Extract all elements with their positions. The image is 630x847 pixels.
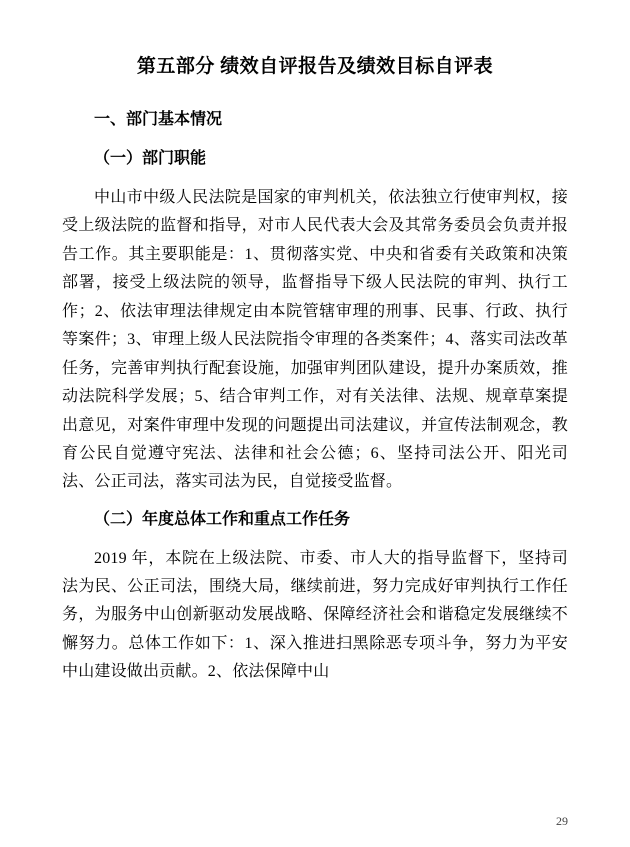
paragraph-annual-work-tasks: 2019 年，本院在上级法院、市委、市人大的指导监督下，坚持司法为民、公正司法，围绕大局，继续前进，努力完成好审判执行工作任务，为服务中山创新驱动发展战略、保障经济社会和谐稳定发展继续不懈努力。总体工作如下：1、深入推进扫黑除恶专项斗争，努力为平安中山建设做出贡献。2、依法保障中山 <box>62 549 568 681</box>
section-heading-department-overview: 一、部门基本情况 <box>94 110 223 128</box>
subsection-heading-annual-work-tasks: （二）年度总体工作和重点工作任务 <box>94 510 351 528</box>
page-title: 第五部分 绩效自评报告及绩效目标自评表 <box>136 56 494 77</box>
page-number: 29 <box>556 814 568 828</box>
paragraph-department-functions: 中山市中级人民法院是国家的审判机关，依法独立行使审判权，接受上级法院的监督和指导，对市人民代表大会及其常务委员会负责并报告工作。其主要职能是：1、贯彻落实党、中央和省委有关政策和决策部署，接受上级法院的领导，监督指导下级人民法院的审判、执行工作；2、依法审理法律规定由本院管辖审理的刑事、民事、行政、执行等案件；3、审理上级人民法院指令审理的各类案件；4、落实司法改革任务，完善审判执行配套设施，加强审判团队建设，提升办案质效，推动法院科学发展；5、结合审判工作，对有关法律、法规、规章草案提出意见，对案件审理中发现的问题提出司法建议，并宣传法制观念，教育公民自觉遵守宪法、法律和社会公德；6、坚持司法公开、阳光司法、公正司法，落实司法为民，自觉接受监督。 <box>62 188 568 491</box>
subsection-heading-department-functions: （一）部门职能 <box>94 150 207 168</box>
